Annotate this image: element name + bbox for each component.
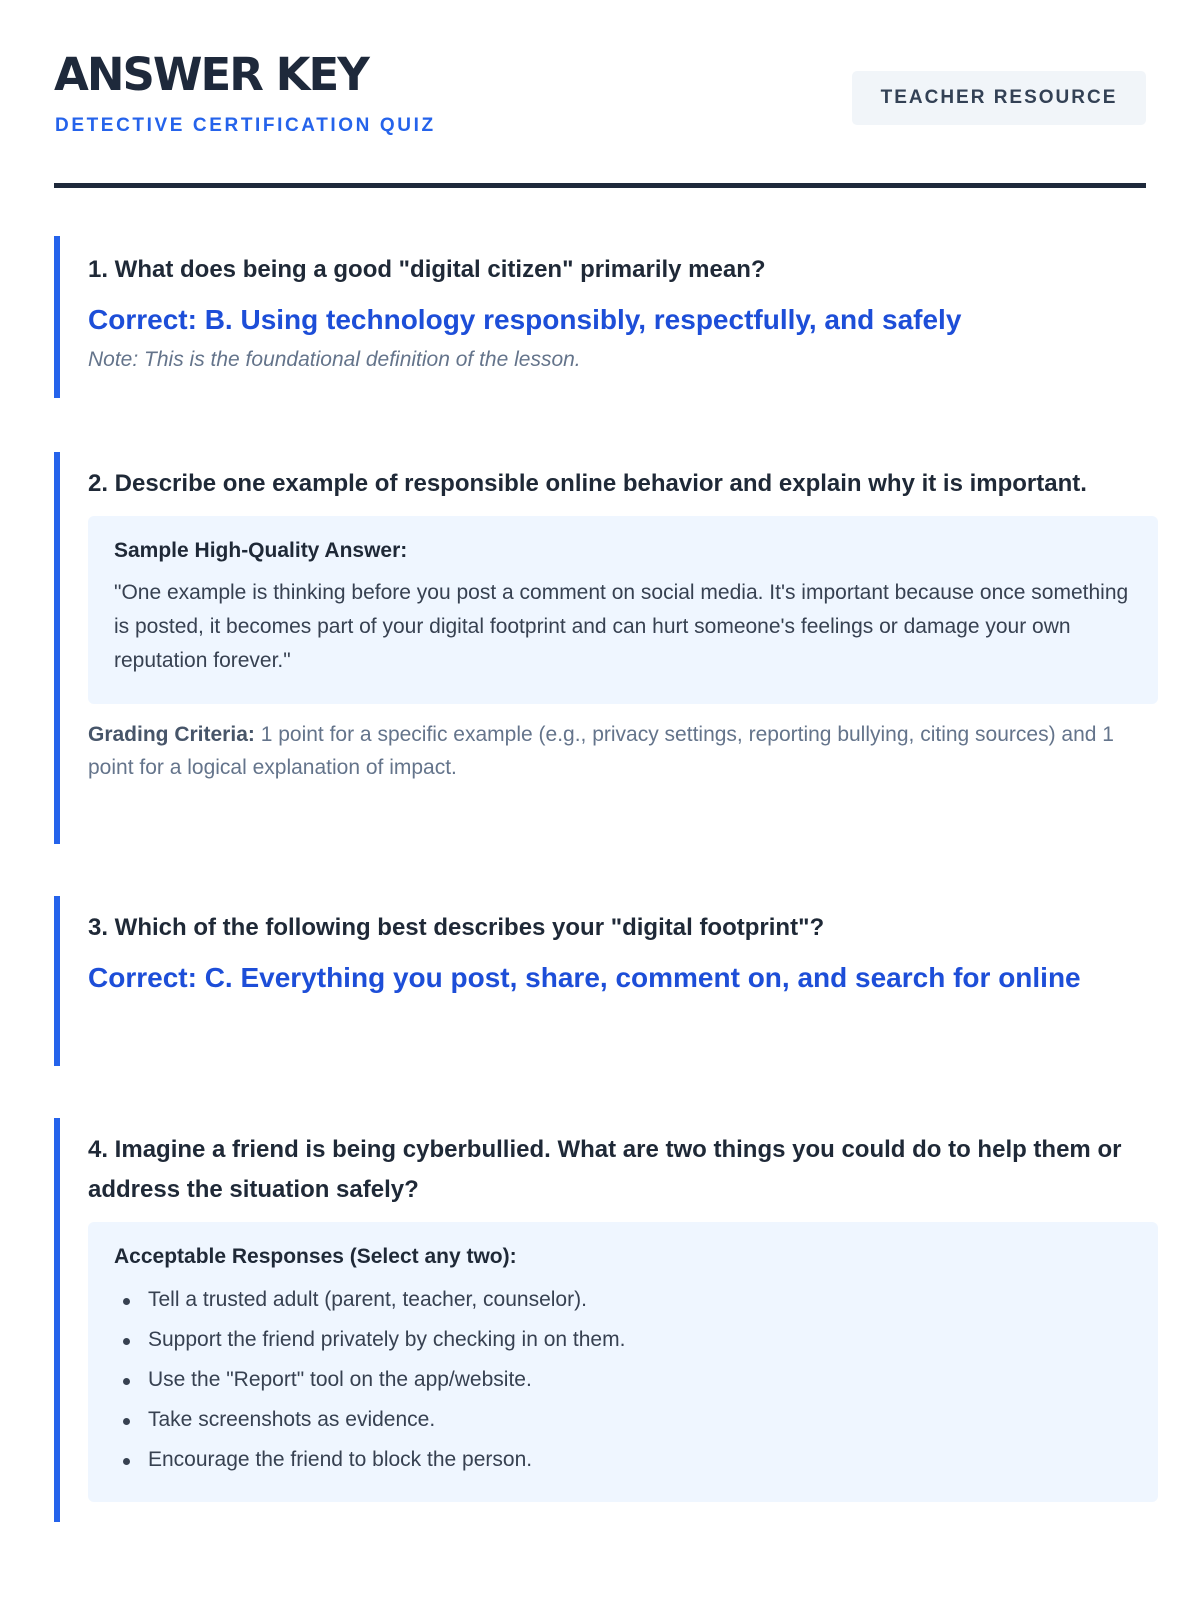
teacher-resource-badge: TEACHER RESOURCE bbox=[852, 71, 1146, 125]
grading-criteria-text: 1 point for a specific example (e.g., privacy settings, reporting bullying, citing sources) and 1 point for a logical explanation of impact. bbox=[88, 723, 1114, 779]
list-item: Take screenshots as evidence. bbox=[114, 1400, 1132, 1440]
page-subtitle: DETECTIVE CERTIFICATION QUIZ bbox=[55, 115, 436, 136]
question-3 bbox=[54, 896, 1158, 1066]
list-item: Support the friend privately by checking in on them. bbox=[114, 1320, 1132, 1360]
sample-answer-box bbox=[88, 516, 1158, 704]
sample-answer-title: Sample High-Quality Answer: bbox=[114, 539, 408, 562]
grading-criteria bbox=[88, 718, 1158, 784]
question-text: 1. What does being a good "digital citizen" primarily mean? bbox=[88, 256, 766, 283]
correct-answer: Correct: B. Using technology responsibly, respectfully, and safely bbox=[88, 304, 962, 335]
page-title: ANSWER KEY bbox=[54, 48, 368, 101]
question-text: 3. Which of the following best describes your "digital footprint"? bbox=[88, 914, 825, 941]
question-text: 2. Describe one example of responsible online behavior and explain why it is important. bbox=[88, 470, 1087, 497]
acceptable-responses-list bbox=[114, 1280, 1132, 1480]
sample-answer-text: "One example is thinking before you post a comment on social media. It's important because once something is posted, it becomes part of your digital footprint and can hurt someone's feelings or damage your own reputation forever." bbox=[114, 581, 1129, 672]
list-item: Use the "Report" tool on the app/website. bbox=[114, 1360, 1132, 1400]
header bbox=[54, 0, 1146, 188]
question-4 bbox=[54, 1118, 1158, 1522]
list-item: Encourage the friend to block the person. bbox=[114, 1440, 1132, 1480]
grading-criteria-label: Grading Criteria: bbox=[88, 723, 255, 746]
question-1 bbox=[54, 236, 1158, 398]
acceptable-responses-title: Acceptable Responses (Select any two): bbox=[114, 1245, 517, 1268]
answer-note: Note: This is the foundational definition of the lesson. bbox=[88, 348, 581, 371]
question-text: 4. Imagine a friend is being cyberbullied. What are two things you could do to help them or address the situation safely? bbox=[88, 1136, 1122, 1203]
acceptable-responses-box bbox=[88, 1222, 1158, 1502]
correct-answer: Correct: C. Everything you post, share, comment on, and search for online bbox=[88, 962, 1081, 993]
list-item: Tell a trusted adult (parent, teacher, counselor). bbox=[114, 1280, 1132, 1320]
question-2 bbox=[54, 452, 1158, 844]
